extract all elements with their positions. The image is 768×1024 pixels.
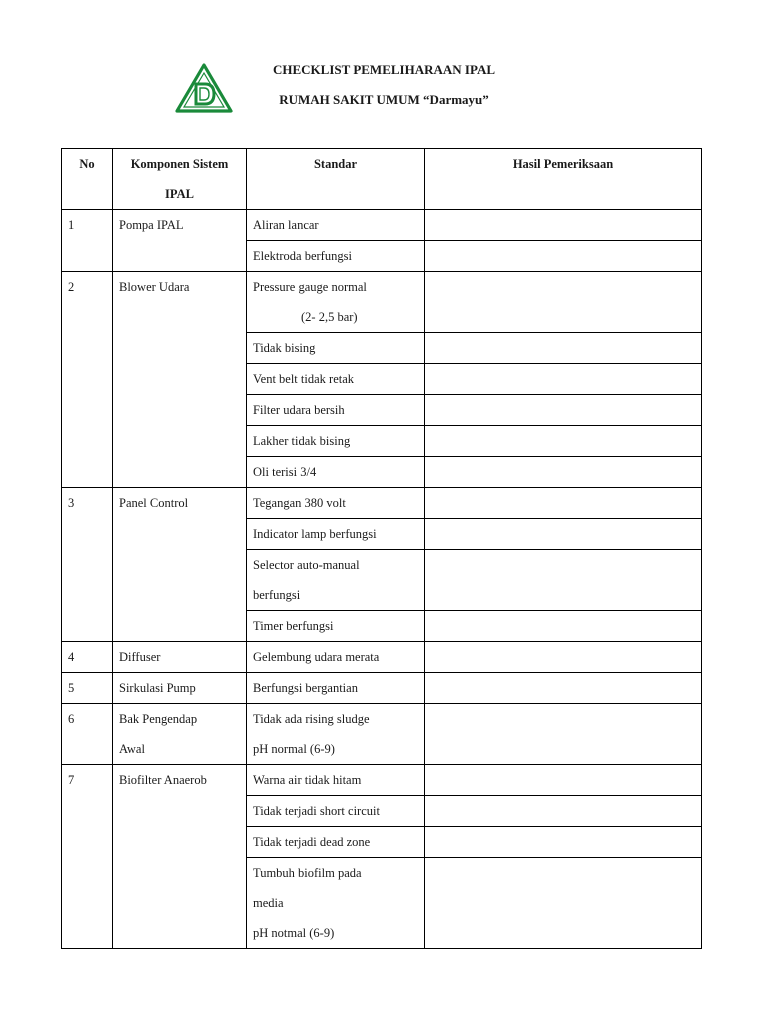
result-cell[interactable] [425,642,702,673]
column-header-result: Hasil Pemeriksaan [425,149,702,210]
standard-item: Tegangan 380 volt [247,488,425,519]
standard-line: Pressure gauge normal [253,280,367,294]
standard-item: Elektroda berfungsi [247,241,425,272]
standard-line: pH notmal (6-9) [253,926,335,940]
document-subtitle: RUMAH SAKIT UMUM “Darmayu” [279,92,489,107]
standard-item: Timer berfungsi [247,611,425,642]
standard-item: Filter udara bersih [247,395,425,426]
standard-line: (2- 2,5 bar) [301,310,358,324]
standard-item [247,550,425,611]
standard-line: pH normal (6-9) [253,742,335,756]
component-name: Diffuser [113,642,247,673]
standard-item: Lakher tidak bising [247,426,425,457]
result-cell[interactable] [425,426,702,457]
result-cell[interactable] [425,673,702,704]
result-cell[interactable] [425,364,702,395]
component-line: Awal [119,742,145,756]
standard-item: Oli terisi 3/4 [247,457,425,488]
standard-item: Tidak bising [247,333,425,364]
checklist-table [61,148,702,949]
standard-line: media [253,896,284,910]
table-row [62,488,702,519]
result-cell[interactable] [425,333,702,364]
table-row [62,272,702,333]
row-number: 2 [62,272,113,488]
component-name: Panel Control [113,488,247,642]
standard-item: Gelembung udara merata [247,642,425,673]
result-cell[interactable] [425,827,702,858]
standard-item: Aliran lancar [247,210,425,241]
standard-item: Indicator lamp berfungsi [247,519,425,550]
column-header-component [113,149,247,210]
column-header-no: No [62,149,113,210]
standard-item: Warna air tidak hitam [247,765,425,796]
row-number: 1 [62,210,113,272]
component-name: Sirkulasi Pump [113,673,247,704]
result-cell[interactable] [425,241,702,272]
row-number: 5 [62,673,113,704]
result-cell[interactable] [425,457,702,488]
standard-line: Tumbuh biofilm pada [253,866,362,880]
result-cell[interactable] [425,519,702,550]
row-number: 7 [62,765,113,949]
component-name: Blower Udara [113,272,247,488]
standard-line: Tidak ada rising sludge [253,712,370,726]
standard-item: Berfungsi bergantian [247,673,425,704]
standard-item: Tidak terjadi short circuit [247,796,425,827]
standard-item [247,272,425,333]
row-number: 4 [62,642,113,673]
result-cell[interactable] [425,796,702,827]
standard-line: Selector auto-manual [253,558,360,572]
result-cell[interactable] [425,395,702,426]
component-name [113,704,247,765]
row-number: 6 [62,704,113,765]
standard-item: Vent belt tidak retak [247,364,425,395]
result-cell[interactable] [425,272,702,333]
table-row [62,642,702,673]
table-row [62,765,702,796]
column-header-component-line2: IPAL [165,187,194,201]
result-cell[interactable] [425,550,702,611]
result-cell[interactable] [425,704,702,765]
row-number: 3 [62,488,113,642]
result-cell[interactable] [425,488,702,519]
component-name: Pompa IPAL [113,210,247,272]
result-cell[interactable] [425,765,702,796]
table-row [62,673,702,704]
column-header-component-line1: Komponen Sistem [130,157,229,171]
standard-item: Tidak terjadi dead zone [247,827,425,858]
column-header-standard: Standar [247,149,425,210]
standard-item [247,704,425,765]
table-row [62,704,702,765]
component-name: Biofilter Anaerob [113,765,247,949]
table-row [62,210,702,241]
result-cell[interactable] [425,858,702,949]
standard-item [247,858,425,949]
result-cell[interactable] [425,611,702,642]
document-title: CHECKLIST PEMELIHARAAN IPAL [273,62,495,77]
result-cell[interactable] [425,210,702,241]
table-header-row [62,149,702,210]
component-line: Bak Pengendap [119,712,198,726]
standard-line: berfungsi [253,588,301,602]
